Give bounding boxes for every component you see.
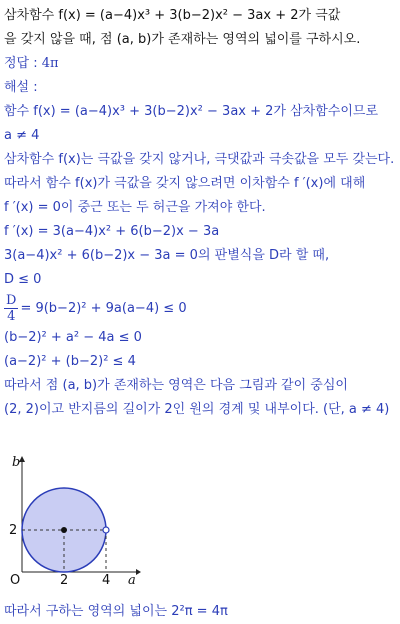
answer-label: 정답 :: [4, 56, 38, 71]
fraction: [4, 293, 18, 324]
explanation-line: f ′(x) = 3(a−4)x² + 6(b−2)x − 3a: [4, 224, 220, 239]
explanation-line: 따라서 점 (a, b)가 존재하는 영역은 다음 그림과 같이 중심이: [4, 378, 348, 393]
fraction-denominator: 4: [7, 309, 16, 324]
region-graph: [4, 454, 144, 586]
conclusion: 따라서 구하는 영역의 넓이는 2²π = 4π: [4, 604, 228, 619]
explanation-line: 함수 f(x) = (a−4)x³ + 3(b−2)x² − 3ax + 2가 삼차함수이므로: [4, 104, 379, 119]
explanation-line: a ≠ 4: [4, 128, 40, 143]
a-axis-arrow: [136, 569, 141, 575]
tick-a-2: 2: [60, 573, 69, 586]
explanation-line: 3(a−4)x² + 6(b−2)x − 3a = 0의 판별식을 D라 할 때,: [4, 248, 330, 263]
fraction-rest: = 9(b−2)² + 9a(a−4) ≤ 0: [20, 301, 187, 316]
tick-a-4: 4: [102, 573, 111, 586]
explanation-line: (a−2)² + (b−2)² ≤ 4: [4, 354, 136, 369]
explanation-line: 삼차함수 f(x)는 극값을 갖지 않거나, 극댓값과 극솟값을 모두 갖는다.: [4, 152, 395, 167]
excluded-point: [103, 527, 109, 533]
explanation-line: 따라서 함수 f(x)가 극값을 갖지 않으려면 이차함수 f ′(x)에 대해: [4, 176, 366, 191]
problem-line-1: 삼차함수 f(x) = (a−4)x³ + 3(b−2)x² − 3ax + 2가 극값: [4, 8, 341, 23]
fraction-line: [4, 292, 396, 326]
center-point: [61, 527, 67, 533]
a-axis-label: a: [128, 573, 136, 586]
answer-value: 4π: [41, 56, 59, 71]
origin-label: O: [10, 573, 21, 586]
explanation-line: D ≤ 0: [4, 272, 42, 287]
problem-line-2: 을 갖지 않을 때, 점 (a, b)가 존재하는 영역의 넓이를 구하시오.: [4, 32, 361, 47]
tick-b-2: 2: [9, 523, 18, 538]
explanation-line: (b−2)² + a² − 4a ≤ 0: [4, 330, 142, 345]
answer-row: [4, 52, 396, 76]
explanation-line: f ′(x) = 0이 중근 또는 두 허근을 가져야 한다.: [4, 200, 266, 215]
b-axis-label: b: [12, 455, 21, 470]
fraction-numerator: D: [6, 293, 17, 308]
explanation-label: 해설 :: [4, 80, 38, 95]
explanation-line: (2, 2)이고 반지름의 길이가 2인 원의 경계 및 내부이다. (단, a ≠ 4): [4, 402, 390, 417]
